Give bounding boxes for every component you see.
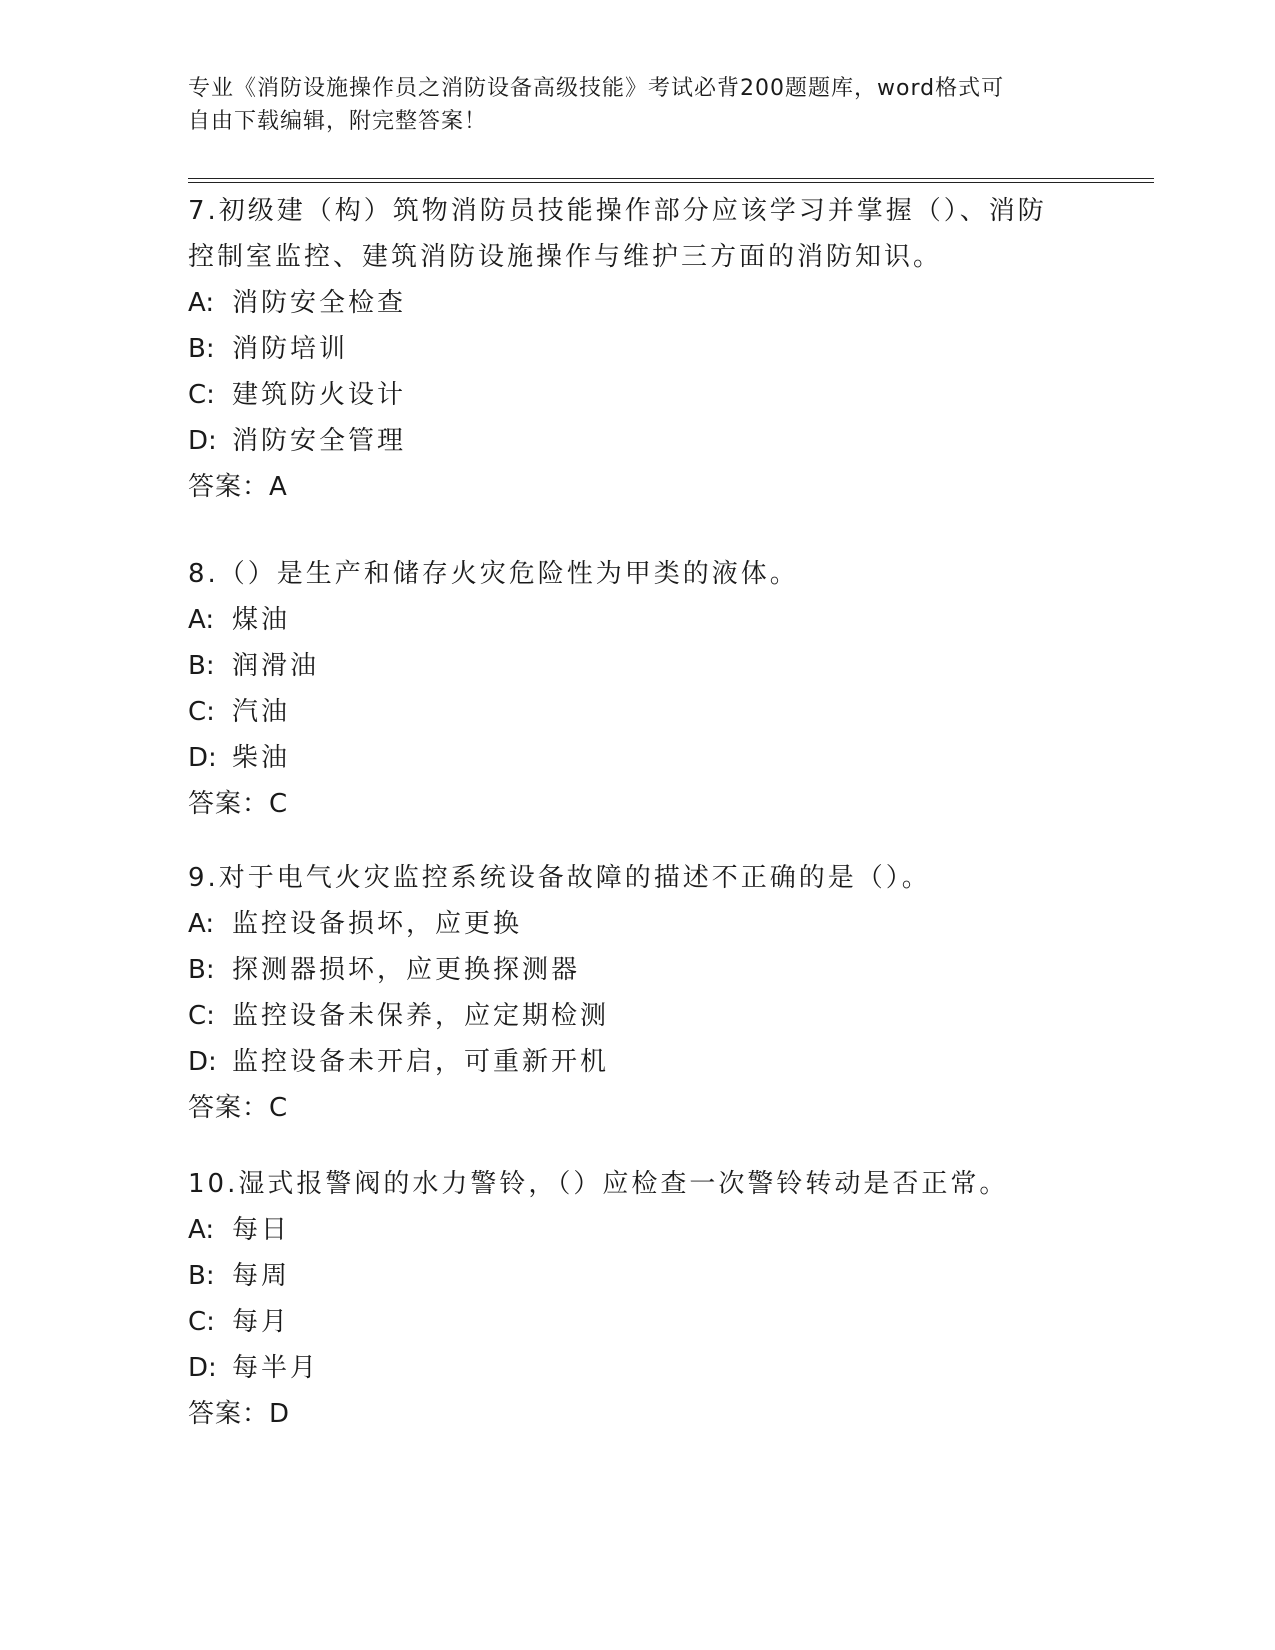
header-divider-top [188,178,1154,179]
option-b [188,947,1088,993]
option-text: 监控设备未保养，应定期检测 [232,1001,610,1031]
option-text: 每日 [232,1215,291,1245]
option-text: 煤油 [232,605,291,635]
option-text: 消防安全管理 [232,426,407,456]
option-text: 监控设备未开启，可重新开机 [232,1047,610,1077]
option-a [188,901,1088,947]
question-block [188,1161,1088,1437]
question-text-line-1: 8.（）是生产和储存火灾危险性为甲类的液体。 [188,559,799,589]
question-block [188,855,1088,1131]
option-text: 每周 [232,1261,291,1291]
option-text: 监控设备损坏，应更换 [232,909,523,939]
option-b [188,643,1088,689]
option-text: 探测器损坏，应更换探测器 [232,955,581,985]
answer-line: 答案：C [188,1093,289,1123]
option-text: 汽油 [232,697,291,727]
option-c [188,372,1088,418]
question-text-line-1: 10.湿式报警阀的水力警铃，（）应检查一次警铃转动是否正常。 [188,1169,1009,1199]
option-letter: C: [188,1307,215,1337]
question-text-line-2: 控制室监控、建筑消防设施操作与维护三方面的消防知识。 [188,242,943,272]
option-letter: B: [188,651,215,681]
option-letter: B: [188,955,215,985]
option-text: 润滑油 [232,651,320,681]
question-text-line-1: 7.初级建（构）筑物消防员技能操作部分应该学习并掌握（）、消防 [188,196,1047,226]
option-c [188,689,1088,735]
option-letter: C: [188,380,215,410]
question-block [188,551,1088,827]
option-c [188,993,1088,1039]
option-letter: B: [188,334,215,364]
option-d [188,735,1088,781]
document-header [188,72,1088,138]
option-text: 每半月 [232,1353,320,1383]
option-letter: D: [188,743,217,773]
option-text: 消防培训 [232,334,349,364]
option-letter: B: [188,1261,215,1291]
question-text-line-1: 9.对于电气火灾监控系统设备故障的描述不正确的是（）。 [188,863,931,893]
option-letter: C: [188,1001,215,1031]
header-title-line-2: 自由下载编辑，附完整答案！ [188,109,488,134]
option-d [188,1345,1088,1391]
option-letter: D: [188,1353,217,1383]
answer-line: 答案：C [188,789,289,819]
answer-line: 答案：A [188,472,288,502]
option-text: 消防安全检查 [232,288,407,318]
option-b [188,1253,1088,1299]
option-text: 柴油 [232,743,291,773]
option-a [188,1207,1088,1253]
option-letter: A: [188,288,215,318]
option-text: 建筑防火设计 [232,380,407,410]
option-text: 每月 [232,1307,291,1337]
option-c [188,1299,1088,1345]
answer-line: 答案：D [188,1399,291,1429]
option-d [188,418,1088,464]
option-d [188,1039,1088,1085]
option-letter: D: [188,426,217,456]
option-letter: A: [188,605,215,635]
option-letter: C: [188,697,215,727]
option-b [188,326,1088,372]
header-title-line-1: 专业《消防设施操作员之消防设备高级技能》考试必背200题题库，word格式可 [188,76,1005,101]
header-divider-bottom [188,182,1154,183]
option-letter: A: [188,1215,215,1245]
option-a [188,597,1088,643]
option-letter: A: [188,909,215,939]
option-a [188,280,1088,326]
option-letter: D: [188,1047,217,1077]
question-block [188,188,1088,510]
